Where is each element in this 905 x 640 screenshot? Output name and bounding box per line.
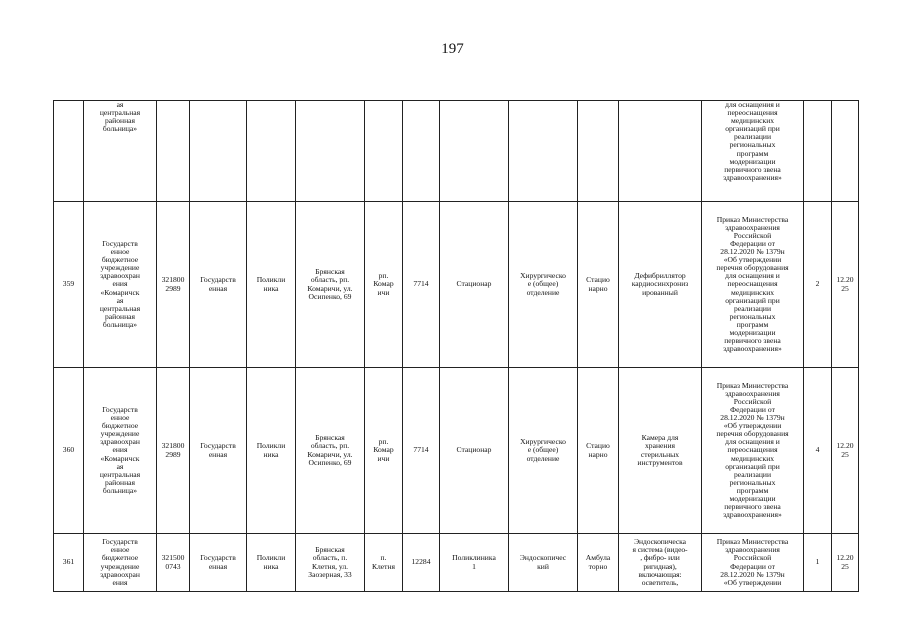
settlement: п. Клетня: [365, 534, 403, 592]
care-form: Стацио нарно: [578, 202, 619, 368]
care-form: Стацио нарно: [578, 368, 619, 534]
row-number: 360: [54, 368, 84, 534]
legal-basis: Приказ Министерства здравоохранения Российской Федерации от 28.12.2020 № 1379н «Об утверждении перечня оборудования для оснащения и переоснащения медицинских организаций при реализации региональных программ модернизации первичного звена здравоохранения»: [702, 202, 804, 368]
ownership: Государств енная: [190, 534, 247, 592]
organization-name: Государств енное бюджетное учреждение здравоохран ения: [84, 534, 157, 592]
ownership: Государств енная: [190, 202, 247, 368]
settlement: рп. Комар ичи: [365, 368, 403, 534]
table-row: [54, 368, 859, 534]
facility-type: Поликли ника: [247, 534, 296, 592]
row-number: [54, 101, 84, 202]
address: Брянская область, рп. Комаричи, ул. Осипенко, 69: [296, 202, 365, 368]
legal-basis: Приказ Министерства здравоохранения Российской Федерации от 28.12.2020 № 1379н «Об утверждении: [702, 534, 804, 592]
organization-name: Государств енное бюджетное учреждение здравоохран ения «Комаричск ая центральная районная больница»: [84, 368, 157, 534]
department: [509, 101, 578, 202]
date: 12.20 25: [832, 202, 859, 368]
quantity: 2: [804, 202, 832, 368]
address: Брянская область, рп. Комаричи, ул. Осипенко, 69: [296, 368, 365, 534]
ownership: [190, 101, 247, 202]
quantity: 1: [804, 534, 832, 592]
address: Брянская область, п. Клетня, ул. Заозерная, 33: [296, 534, 365, 592]
ownership: Государств енная: [190, 368, 247, 534]
department: Эндоскопичес кий: [509, 534, 578, 592]
unit: Стационар: [440, 202, 509, 368]
code: 12284: [403, 534, 440, 592]
equipment: Эндоскопическа я система (видео- , фибро- или ригидная), включающая: осветитель,: [619, 534, 702, 592]
row-number: 361: [54, 534, 84, 592]
table-row: [54, 101, 859, 202]
facility-type: Поликли ника: [247, 202, 296, 368]
inn: [157, 101, 190, 202]
department: Хирургическо е (общее) отделение: [509, 202, 578, 368]
inn: 321800 2989: [157, 202, 190, 368]
equipment: Дефибриллятор кардиосинхрониз ированный: [619, 202, 702, 368]
inn: 321800 2989: [157, 368, 190, 534]
facility-type: [247, 101, 296, 202]
date: [832, 101, 859, 202]
code: 7714: [403, 368, 440, 534]
organization-name: ая центральная районная больница»: [84, 101, 157, 202]
settlement: [365, 101, 403, 202]
page-number: 197: [441, 41, 464, 57]
unit: Стационар: [440, 368, 509, 534]
department: Хирургическо е (общее) отделение: [509, 368, 578, 534]
settlement: рп. Комар ичи: [365, 202, 403, 368]
unit: Поликлиника 1: [440, 534, 509, 592]
organization-name: Государств енное бюджетное учреждение здравоохран ения «Комаричск ая центральная районная больница»: [84, 202, 157, 368]
inn: 321500 0743: [157, 534, 190, 592]
facility-type: Поликли ника: [247, 368, 296, 534]
care-form: [578, 101, 619, 202]
quantity: 4: [804, 368, 832, 534]
legal-basis: для оснащения и переоснащения медицинских организаций при реализации региональных программ модернизации первичного звена здравоохранения»: [702, 101, 804, 202]
date: 12.20 25: [832, 368, 859, 534]
unit: [440, 101, 509, 202]
table-row: [54, 202, 859, 368]
table-row: [54, 534, 859, 592]
code: [403, 101, 440, 202]
quantity: [804, 101, 832, 202]
row-number: 359: [54, 202, 84, 368]
equipment: Камера для хранения стерильных инструментов: [619, 368, 702, 534]
legal-basis: Приказ Министерства здравоохранения Российской Федерации от 28.12.2020 № 1379н «Об утверждении перечня оборудования для оснащения и переоснащения медицинских организаций при реализации региональных программ модернизации первичного звена здравоохранения»: [702, 368, 804, 534]
equipment: [619, 101, 702, 202]
address: [296, 101, 365, 202]
care-form: Амбула торно: [578, 534, 619, 592]
code: 7714: [403, 202, 440, 368]
equipment-table: [53, 100, 859, 592]
date: 12.20 25: [832, 534, 859, 592]
